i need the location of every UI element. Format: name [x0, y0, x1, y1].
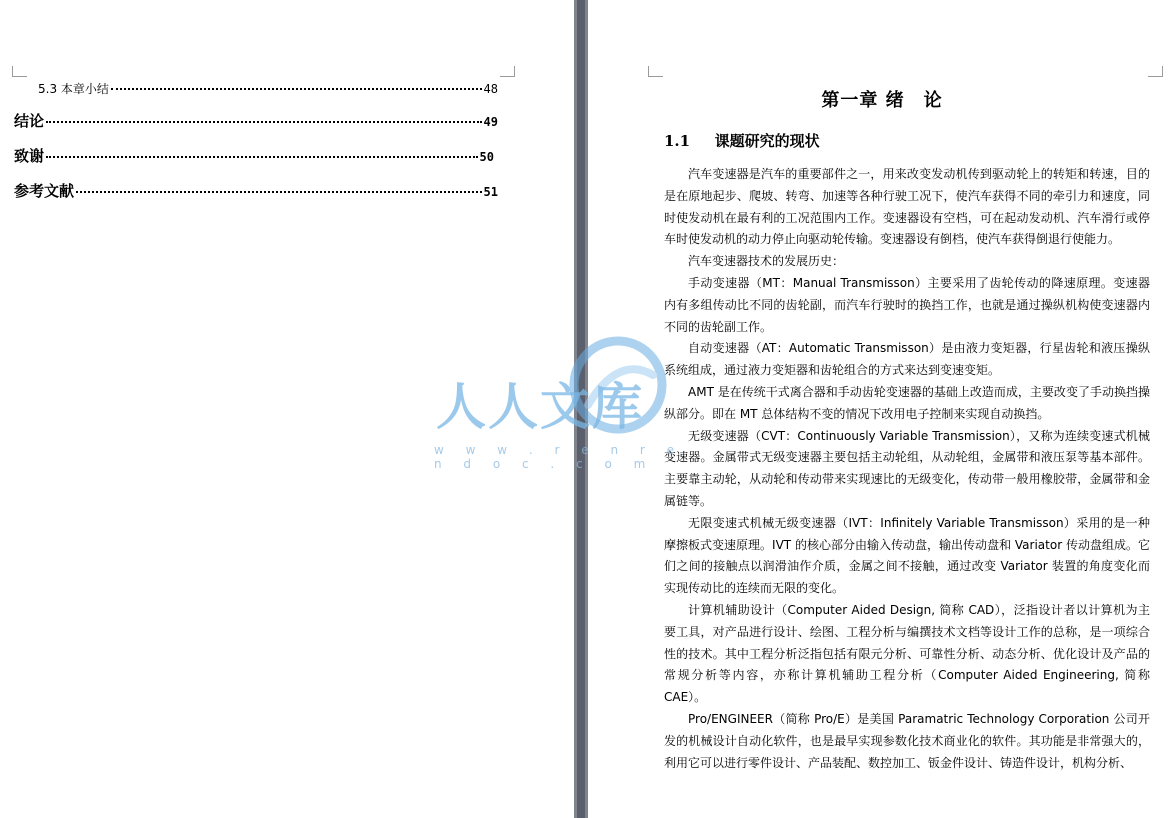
page-gap-edge — [574, 0, 577, 818]
section-heading — [664, 130, 820, 151]
toc-leader — [111, 88, 482, 90]
paragraph: Pro/ENGINEER（简称 Pro/E）是美国 Paramatric Technology Corporation 公司开发的机械设计自动化软件，也是最早实现参数化技术商业化的软件。其功能是非常强大的，利用它可以进行零件设计、产品装配、数控加工、钣金件设计、铸造件设计，机构分析、 — [664, 711, 1150, 770]
margin-corner-top-right — [1148, 66, 1163, 77]
paragraph: 无级变速器（CVT：Continuously Variable Transmission），又称为连续变速式机械变速器。金属带式无级变速器主要包括主动轮组，从动轮组，金属带和液压泵等基本部件。主要靠主动轮，从动轮和传动带来实现速比的无级变化，传动带一般用橡胶带，金属带和金属链等。 — [664, 428, 1150, 508]
toc-entry-page: 48 — [483, 82, 498, 96]
toc-entry-page: 49 — [483, 115, 498, 129]
paragraph: 自动变速器（AT：Automatic Transmisson）是由液力变矩器，行星齿轮和液压操纵系统组成，通过液力变矩器和齿轮组合的方式来达到变速变矩。 — [664, 341, 1150, 378]
toc-entry-label: 参考文献 — [14, 182, 75, 200]
toc-entry[interactable] — [14, 180, 498, 201]
toc-entry-label: 结论 — [14, 112, 45, 130]
paragraph: AMT 是在传统干式离合器和手动齿轮变速器的基础上改造而成，主要改变了手动换挡操纵部分。即在 MT 总体结构不变的情况下改用电子控制来实现自动换挡。 — [664, 384, 1150, 421]
toc-entry-page: 51 — [483, 185, 498, 199]
toc-entry-label: 5.3 本章小结 — [38, 82, 109, 96]
toc-entry-label: 致谢 — [14, 147, 45, 165]
toc-leader — [46, 121, 482, 123]
paragraph: 计算机辅助设计（Computer Aided Design, 简称 CAD），泛指设计者以计算机为主要工具，对产品进行设计、绘图、工程分析与编撰技术文档等设计工作的总称，是一项综合性的技术。其中工程分析泛指包括有限元分析、可靠性分析、动态分析、优化设计及产品的常规分析等内容，亦称计算机辅助工程分析（Computer Aided Engineering, 简称 CAE）。 — [664, 602, 1150, 705]
paragraph: 汽车变速器是汽车的重要部件之一，用来改变发动机传到驱动轮上的转矩和转速，目的是在原地起步、爬坡、转弯、加速等各种行驶工况下，使汽车获得不同的牵引力和速度，同时使发动机在最有利的工况范围内工作。变速器设有空档，可在起动发动机、汽车滑行或停车时使发动机的动力停止向驱动轮传输。变速器设有倒档，使汽车获得倒退行使能力。 — [664, 167, 1150, 247]
watermark-text: 人人文库 — [436, 378, 644, 436]
margin-corner-top-right — [500, 66, 515, 77]
toc-entry[interactable] — [14, 145, 494, 166]
margin-corner-top-left — [12, 66, 27, 77]
toc — [14, 80, 498, 210]
paragraph: 无限变速式机械无级变速器（IVT：Infinitely Variable Transmisson）采用的是一种摩擦板式变速原理。IVT 的核心部分由输入传动盘，输出传动盘和 Variator 传动盘组成。它们之间的接触点以润滑油作介质，金属之间不接触，通过改变 Variator 装置的角度变化而实现传动比的连续而无限的变化。 — [664, 515, 1150, 596]
left-page — [0, 0, 574, 818]
watermark-url: w w w . r e n r e n d o c . c o m — [434, 443, 684, 471]
section-title: 课题研究的现状 — [714, 132, 820, 150]
section-number: 1.1 — [664, 132, 691, 150]
toc-entry[interactable] — [14, 80, 498, 97]
margin-corner-top-left — [648, 66, 663, 77]
toc-leader — [76, 191, 482, 193]
toc-leader — [46, 156, 478, 158]
paragraph: 汽车变速器技术的发展历史： — [688, 254, 845, 269]
chapter-title: 第一章 绪 论 — [821, 90, 943, 111]
paragraph: 手动变速器（MT：Manual Transmisson）主要采用了齿轮传动的降速原理。变速器内有多组传动比不同的齿轮副，而汽车行驶时的换挡工作，也就是通过操纵机构使变速器内不同的齿轮副工作。 — [664, 275, 1150, 334]
toc-entry[interactable] — [14, 110, 498, 131]
page-gap — [574, 0, 588, 818]
right-page — [588, 0, 1176, 818]
toc-entry-page: 50 — [479, 150, 494, 164]
body-text — [664, 164, 1150, 774]
